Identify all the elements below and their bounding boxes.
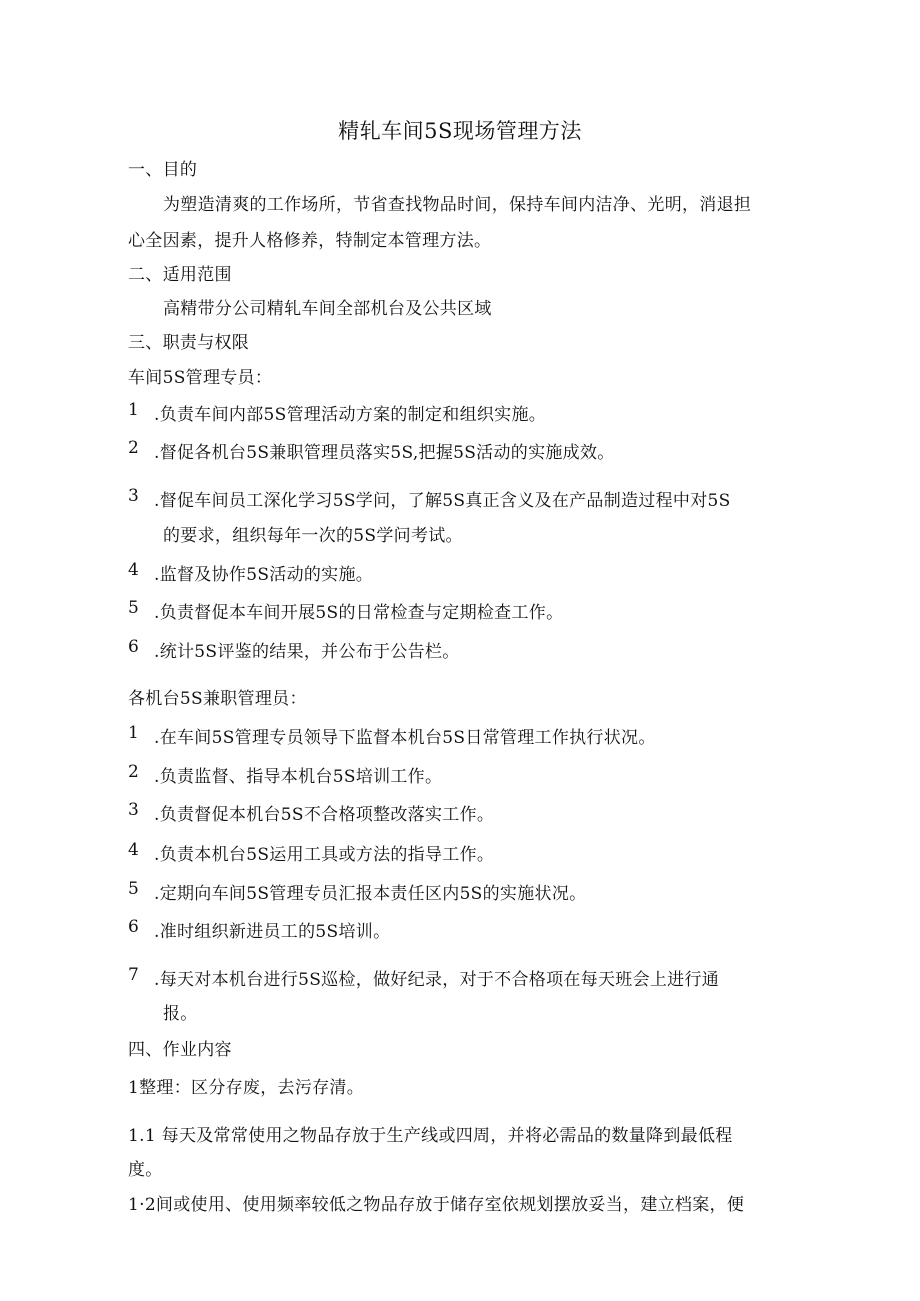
list-item-text: .准时组织新进员工的5S培训。 [154, 922, 391, 942]
list-item-text: .负责督促本车间开展5S的日常检查与定期检查工作。 [154, 603, 564, 623]
purpose-paragraph-line-1: 为塑造清爽的工作场所，节省查找物品时间，保持车间内洁净、光明，消退担 [163, 195, 752, 215]
list-item [128, 800, 494, 825]
document-title: 精轧车间5S现场管理方法 [338, 119, 582, 143]
list-item-number: 3 [128, 486, 140, 506]
list-item-text: .负责督促本机台5S不合格项整改落实工作。 [154, 805, 495, 825]
list-item-number: 2 [128, 438, 140, 458]
list-item-number: 6 [128, 637, 140, 657]
list-item-number: 6 [128, 917, 140, 937]
list-item [128, 486, 731, 511]
section-heading-scope: 二、适用范围 [128, 265, 232, 285]
role-title-workshop-manager: 车间5S管理专员： [128, 368, 273, 388]
list-item-number: 2 [128, 762, 140, 782]
list-item-number: 7 [128, 965, 140, 985]
paragraph-1-1-line-1: 1.1 每天及常常使用之物品存放于生产线或四周，并将必需品的数量降到最低程 [128, 1126, 733, 1146]
list-item-number: 5 [128, 598, 140, 618]
list-item-text: .督促各机台5S兼职管理员落实5S,把握5S活动的实施成效。 [154, 443, 615, 463]
list-item-text: .负责监督、指导本机台5S培训工作。 [154, 767, 443, 787]
list-item-continuation: 的要求，组织每年一次的5S学问考试。 [163, 526, 463, 546]
list-item-number: 4 [128, 560, 140, 580]
list-item-number: 5 [128, 879, 140, 899]
list-item-text: .统计5S评鉴的结果，并公布于公告栏。 [154, 642, 460, 662]
list-item [128, 598, 563, 623]
list-item [128, 400, 546, 425]
list-item [128, 879, 586, 904]
list-item-continuation: 报。 [163, 1004, 198, 1024]
section-heading-responsibilities: 三、职责与权限 [128, 333, 250, 353]
list-item [128, 917, 390, 942]
scope-text: 高精带分公司精轧车间全部机台及公共区域 [163, 299, 492, 319]
list-item-text: .定期向车间5S管理专员汇报本责任区内5S的实施状况。 [154, 884, 587, 904]
list-item [128, 560, 373, 585]
list-item-text: .负责本机台5S运用工具或方法的指导工作。 [154, 845, 495, 865]
paragraph-1-2-line-1: 1·2间或使用、使用频率较低之物品存放于储存室依规划摆放妥当，建立档案，便 [128, 1195, 745, 1215]
list-item [128, 723, 656, 748]
role-title-machine-manager: 各机台5S兼职管理员： [128, 689, 307, 709]
list-item [128, 438, 615, 463]
list-item [128, 762, 442, 787]
paragraph-1-1-line-2: 度。 [128, 1160, 163, 1180]
list-item-number: 1 [128, 723, 140, 743]
list-item-text: .在车间5S管理专员领导下监督本机台5S日常管理工作执行状况。 [154, 728, 656, 748]
list-item-text: .监督及协作5S活动的实施。 [154, 565, 374, 585]
list-item-number: 4 [128, 840, 140, 860]
list-item-number: 1 [128, 400, 140, 420]
list-item-text: .负责车间内部5S管理活动方案的制定和组织实施。 [154, 405, 547, 425]
list-item [128, 840, 494, 865]
section-heading-work-content: 四、作业内容 [128, 1040, 232, 1060]
list-item-text: .督促车间员工深化学习5S学问，了解5S真正含义及在产品制造过程中对5S [154, 491, 731, 511]
list-item-number: 3 [128, 800, 140, 820]
list-item [128, 965, 719, 990]
section-heading-purpose: 一、目的 [128, 160, 198, 180]
list-item-text: .每天对本机台进行5S巡检，做好纪录，对于不合格项在每天班会上进行通 [154, 970, 720, 990]
purpose-paragraph-line-2: 心全因素，提升人格修养，特制定本管理方法。 [128, 231, 492, 251]
subheading-sort: 1整理：区分存废，去污存清。 [128, 1078, 365, 1098]
list-item [128, 637, 460, 662]
